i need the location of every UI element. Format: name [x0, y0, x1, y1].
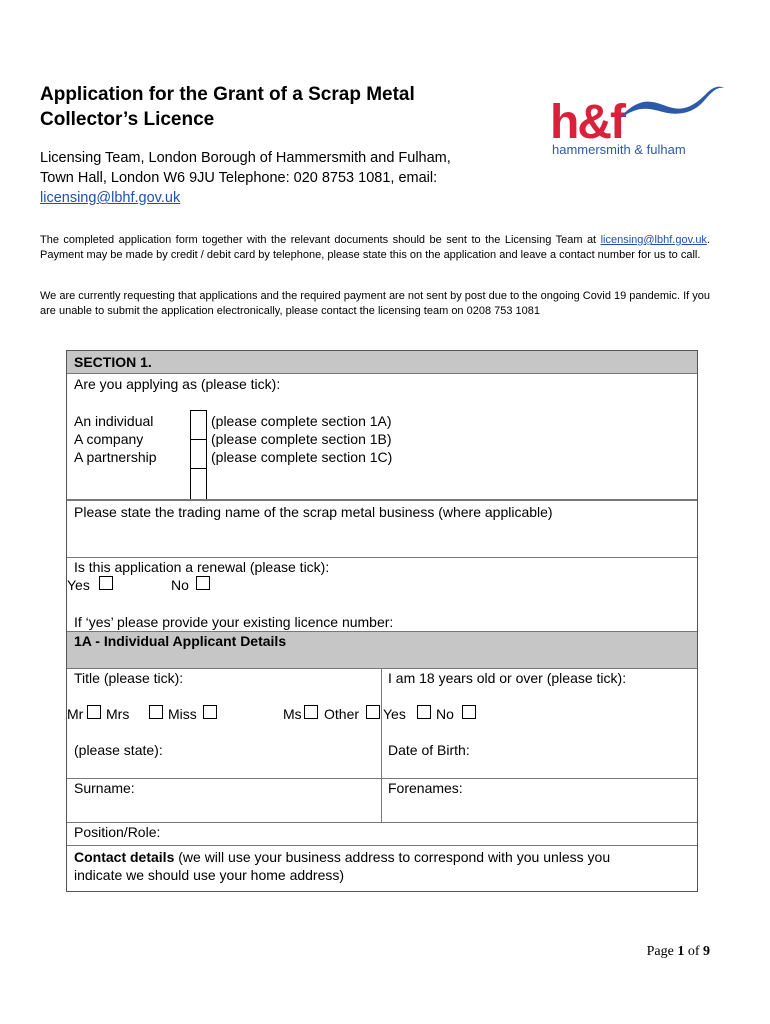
title-mr-label: Mr [67, 706, 84, 722]
option-individual-note: (please complete section 1A) [211, 413, 392, 429]
option-company-note: (please complete section 1B) [211, 431, 392, 447]
title-other-label: Other [324, 706, 360, 722]
individual-checkbox[interactable] [190, 410, 207, 440]
intro-email-link[interactable]: licensing@lbhf.gov.uk [600, 234, 707, 246]
title-other-checkbox[interactable] [366, 705, 380, 719]
contact-details-bold: Contact details [74, 849, 175, 865]
option-company-label: A company [74, 431, 144, 447]
renewal-no-checkbox[interactable] [196, 576, 210, 590]
logo-mark-icon [548, 80, 728, 142]
renewal-no-label: No [171, 577, 189, 593]
title-mrs-checkbox[interactable] [149, 705, 163, 719]
title-ms-label: Ms [283, 706, 302, 722]
email-link[interactable]: licensing@lbhf.gov.uk [40, 190, 181, 206]
logo-text: hammersmith & fulham [552, 142, 686, 157]
section-1-heading: SECTION 1. [74, 354, 152, 370]
page-number [647, 944, 710, 960]
surname-label: Surname: [74, 780, 135, 796]
application-form [66, 350, 698, 892]
age-yes-label: Yes [383, 706, 406, 722]
forenames-label: Forenames: [388, 780, 463, 796]
partnership-checkbox[interactable] [190, 468, 207, 500]
logo-mark: h&f [550, 96, 624, 142]
renewal-yes-checkbox[interactable] [99, 576, 113, 590]
option-partnership-note: (please complete section 1C) [211, 449, 393, 465]
logo-swoosh [618, 87, 724, 120]
title-line-1: Application for the Grant of a Scrap Metal [40, 84, 415, 105]
option-individual-label: An individual [74, 413, 154, 429]
renewal-yes-label: Yes [67, 577, 90, 593]
title-miss-checkbox[interactable] [203, 705, 217, 719]
intro-text: The completed application form together with the relevant documents should be sent to the Licensing Team at [40, 234, 601, 246]
please-state-label: (please state): [74, 742, 163, 758]
contact-details-line-1 [74, 849, 610, 865]
contact-details-line-2: indicate we should use your home address) [74, 867, 345, 883]
trading-name-label: Please state the trading name of the scrap metal business (where applicable) [74, 504, 553, 520]
position-label: Position/Role: [74, 824, 161, 840]
section-1a-heading: 1A - Individual Applicant Details [74, 633, 287, 649]
intro-text-after: . Payment may be made by credit / debit card by telephone, please state this on the application and leave a contact number for us to call. [40, 234, 710, 261]
document-title [40, 82, 480, 132]
age-no-checkbox[interactable] [462, 705, 476, 719]
title-line-2: Collector’s Licence [40, 109, 215, 130]
title-mrs-label: Mrs [106, 706, 130, 722]
renewal-question: Is this application a renewal (please tick): [74, 559, 330, 575]
title-mr-checkbox[interactable] [87, 705, 101, 719]
hf-logo [548, 80, 728, 160]
age-label: I am 18 years old or over (please tick): [388, 670, 627, 686]
age-no-label: No [436, 706, 454, 722]
title-label: Title (please tick): [74, 670, 184, 686]
age-yes-checkbox[interactable] [417, 705, 431, 719]
section-1-header-bg [67, 351, 697, 373]
intro-paragraph-2: We are currently requesting that applications and the required payment are not sent by post due to the ongoing Covid 19 pandemic. If you are unable to submit the application electronically, please contact the licensing team on 0208 753 1081 [40, 290, 710, 317]
title-ms-checkbox[interactable] [304, 705, 318, 719]
of-word: of [687, 944, 700, 959]
applicant-type-question: Are you applying as (please tick): [74, 376, 281, 392]
page-word: Page [646, 944, 674, 959]
company-checkbox[interactable] [190, 439, 207, 469]
option-partnership-label: A partnership [74, 449, 157, 465]
address-line-1: Licensing Team, London Borough of Hammersmith and Fulham, [40, 150, 451, 166]
title-miss-label: Miss [168, 706, 197, 722]
page-total: 9 [703, 944, 710, 959]
page-current: 1 [677, 944, 685, 959]
contact-address [40, 148, 510, 208]
dob-label: Date of Birth: [388, 742, 470, 758]
contact-details-rest: (we will use your business address to correspond with you unless you [174, 849, 611, 865]
intro-paragraph-1 [40, 233, 710, 262]
address-line-2: Town Hall, London W6 9JU Telephone: 020 8753 1081, email: [40, 170, 438, 186]
licence-number-label: If ‘yes’ please provide your existing licence number: [74, 614, 394, 630]
